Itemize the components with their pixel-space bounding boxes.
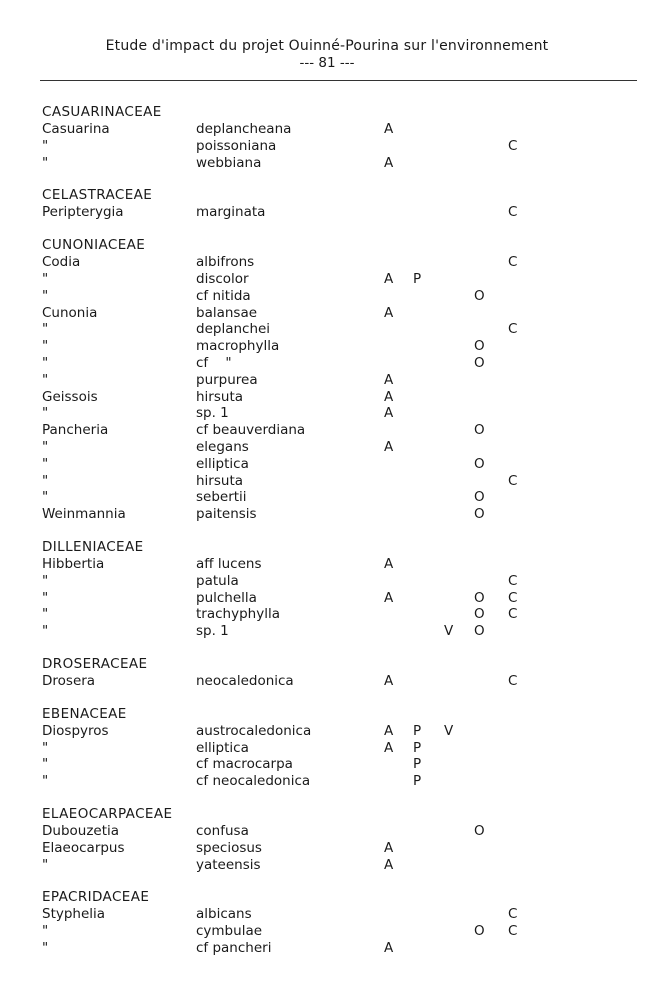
status-a-cell: A [384, 121, 394, 137]
species-cell: trachyphylla [196, 606, 280, 623]
species-row [42, 623, 602, 640]
species-cell: cf macrocarpa [196, 756, 293, 773]
species-row [42, 355, 602, 372]
species-row [42, 556, 602, 573]
species-cell: deplanchei [196, 321, 271, 338]
page-header-title: Etude d'impact du projet Ouinné-Pourina sur l'environnement [105, 38, 549, 54]
species-cell: discolor [196, 270, 249, 287]
status-a-cell: A [384, 856, 394, 873]
genus-cell: Diospyros [42, 722, 109, 739]
genus-cell: " [42, 489, 49, 506]
genus-cell: " [42, 739, 49, 756]
species-cell: paitensis [196, 506, 257, 523]
species-cell: confusa [196, 822, 249, 839]
genus-cell: " [42, 270, 49, 287]
status-c-cell: C [508, 254, 518, 271]
status-c-cell: C [508, 606, 518, 623]
genus-cell: Drosera [42, 672, 96, 689]
genus-cell: Pancheria [42, 422, 109, 439]
species-row [42, 823, 602, 840]
status-c-cell: C [508, 472, 518, 489]
genus-cell: " [42, 137, 49, 154]
status-c-cell: C [508, 204, 518, 221]
species-cell: cf neocaledonica [196, 773, 311, 790]
family-name: CASUARINACEAE [42, 104, 162, 120]
species-cell: cf nitida [196, 287, 251, 304]
species-row [42, 338, 602, 355]
species-row [42, 773, 602, 790]
genus-cell: Weinmannia [42, 506, 126, 523]
status-a-cell: A [384, 939, 394, 956]
status-o-cell: O [474, 506, 485, 523]
status-c-cell: C [508, 321, 518, 338]
species-cell: cf " [196, 354, 232, 371]
genus-cell: " [42, 589, 49, 606]
genus-cell: " [42, 455, 49, 472]
status-p-cell: P [413, 722, 422, 739]
species-row [42, 506, 602, 523]
status-p-cell: P [413, 756, 422, 773]
species-cell: macrophylla [196, 338, 280, 355]
status-o-cell: O [474, 822, 485, 839]
species-row [42, 372, 602, 389]
species-cell: albicans [196, 906, 252, 923]
status-a-cell: A [384, 154, 394, 171]
status-o-cell: O [474, 422, 485, 439]
genus-cell: Peripterygia [42, 204, 124, 221]
genus-cell: Cunonia [42, 304, 98, 321]
genus-cell: Codia [42, 254, 81, 271]
species-row [42, 121, 602, 138]
page-number: --- 81 --- [299, 55, 355, 71]
family-block [42, 539, 602, 640]
genus-cell: " [42, 371, 49, 388]
status-c-cell: C [508, 672, 518, 689]
family-name: EBENACEAE [42, 705, 127, 722]
species-row [42, 321, 602, 338]
genus-cell: " [42, 773, 49, 790]
species-cell: speciosus [196, 839, 262, 856]
genus-cell: " [42, 623, 49, 640]
status-a-cell: A [384, 304, 394, 321]
status-o-cell: O [474, 455, 485, 472]
species-cell: cymbulae [196, 923, 263, 940]
species-list [42, 104, 602, 957]
genus-cell: " [42, 438, 49, 455]
species-cell: hirsuta [196, 472, 244, 489]
status-o-cell: O [474, 338, 485, 355]
species-row [42, 422, 602, 439]
status-a-cell: A [384, 388, 394, 405]
species-row [42, 456, 602, 473]
genus-cell: " [42, 405, 49, 422]
status-c-cell: C [508, 906, 518, 923]
family-block [42, 806, 602, 873]
species-row [42, 204, 602, 221]
species-cell: marginata [196, 204, 266, 221]
family-name: CUNONIACEAE [42, 237, 146, 254]
species-cell: balansae [196, 304, 258, 321]
genus-cell: " [42, 939, 49, 956]
family-block [42, 656, 602, 690]
species-row [42, 305, 602, 322]
family-name: DILLENIACEAE [42, 538, 144, 555]
status-o-cell: O [474, 287, 485, 304]
family-block [42, 237, 602, 523]
species-cell: cf beauverdiana [196, 422, 306, 439]
status-a-cell: A [384, 371, 394, 388]
species-row [42, 288, 602, 305]
species-row [42, 673, 602, 690]
family-name: ELAEOCARPACEAE [42, 805, 173, 822]
family-block [42, 706, 602, 790]
status-c-cell: C [508, 589, 518, 606]
species-cell: poissoniana [196, 137, 277, 154]
species-row [42, 271, 602, 288]
status-c-cell: C [508, 923, 518, 940]
species-row [42, 906, 602, 923]
status-a-cell: A [384, 589, 394, 606]
genus-cell: " [42, 756, 49, 773]
genus-cell: Styphelia [42, 906, 106, 923]
species-row [42, 138, 602, 155]
genus-cell: " [42, 572, 49, 589]
species-cell: elliptica [196, 739, 249, 756]
status-p-cell: P [413, 270, 422, 287]
species-row [42, 756, 602, 773]
status-o-cell: O [474, 923, 485, 940]
status-c-cell: C [508, 137, 518, 154]
species-cell: sebertii [196, 489, 247, 506]
header-divider [40, 80, 637, 81]
genus-cell: " [42, 856, 49, 873]
genus-cell: " [42, 321, 49, 338]
status-p-cell: P [413, 739, 422, 756]
species-cell: sp. 1 [196, 405, 229, 422]
species-cell: austrocaledonica [196, 722, 312, 739]
species-row [42, 740, 602, 757]
status-c-cell: C [508, 572, 518, 589]
status-a-cell: A [384, 839, 394, 856]
genus-cell: Dubouzetia [42, 822, 120, 839]
species-cell: elegans [196, 438, 249, 455]
family-name: DROSERACEAE [42, 655, 148, 672]
species-row [42, 857, 602, 874]
genus-cell: " [42, 287, 49, 304]
family-name: CELASTRACEAE [42, 187, 153, 204]
status-v-cell: V [444, 722, 454, 739]
status-a-cell: A [384, 405, 394, 422]
genus-cell: " [42, 923, 49, 940]
genus-cell: " [42, 338, 49, 355]
species-cell: albifrons [196, 254, 255, 271]
species-row [42, 723, 602, 740]
family-block [42, 104, 602, 171]
status-a-cell: A [384, 672, 394, 689]
genus-cell: Hibbertia [42, 555, 105, 572]
status-o-cell: O [474, 623, 485, 640]
species-row [42, 389, 602, 406]
species-cell: webbiana [196, 154, 262, 171]
genus-cell: " [42, 354, 49, 371]
species-row [42, 840, 602, 857]
status-p-cell: P [413, 773, 422, 790]
species-row [42, 473, 602, 490]
status-a-cell: A [384, 555, 394, 572]
status-v-cell: V [444, 623, 454, 640]
species-row [42, 439, 602, 456]
status-a-cell: A [384, 270, 394, 287]
status-a-cell: A [384, 438, 394, 455]
family-block [42, 889, 602, 956]
species-cell: hirsuta [196, 388, 244, 405]
genus-cell: " [42, 472, 49, 489]
species-row [42, 254, 602, 271]
species-cell: pulchella [196, 589, 257, 606]
genus-cell: " [42, 154, 49, 171]
species-cell: neocaledonica [196, 672, 294, 689]
species-row [42, 606, 602, 623]
genus-cell: " [42, 606, 49, 623]
genus-cell: Casuarina [42, 121, 110, 137]
species-row [42, 405, 602, 422]
species-row [42, 155, 602, 172]
family-block [42, 187, 602, 221]
species-cell: purpurea [196, 371, 258, 388]
species-row [42, 573, 602, 590]
status-o-cell: O [474, 606, 485, 623]
species-row [42, 590, 602, 607]
species-row [42, 923, 602, 940]
family-name: EPACRIDACEAE [42, 889, 150, 906]
species-cell: sp. 1 [196, 623, 229, 640]
status-o-cell: O [474, 489, 485, 506]
species-row [42, 489, 602, 506]
species-row [42, 940, 602, 957]
species-cell: elliptica [196, 455, 249, 472]
status-o-cell: O [474, 589, 485, 606]
species-cell: yateensis [196, 856, 261, 873]
species-cell: aff lucens [196, 555, 262, 572]
status-o-cell: O [474, 354, 485, 371]
genus-cell: Elaeocarpus [42, 839, 125, 856]
status-a-cell: A [384, 722, 394, 739]
species-cell: patula [196, 572, 239, 589]
genus-cell: Geissois [42, 388, 98, 405]
species-cell: cf pancheri [196, 939, 272, 956]
status-a-cell: A [384, 739, 394, 756]
species-cell: deplancheana [196, 121, 292, 137]
